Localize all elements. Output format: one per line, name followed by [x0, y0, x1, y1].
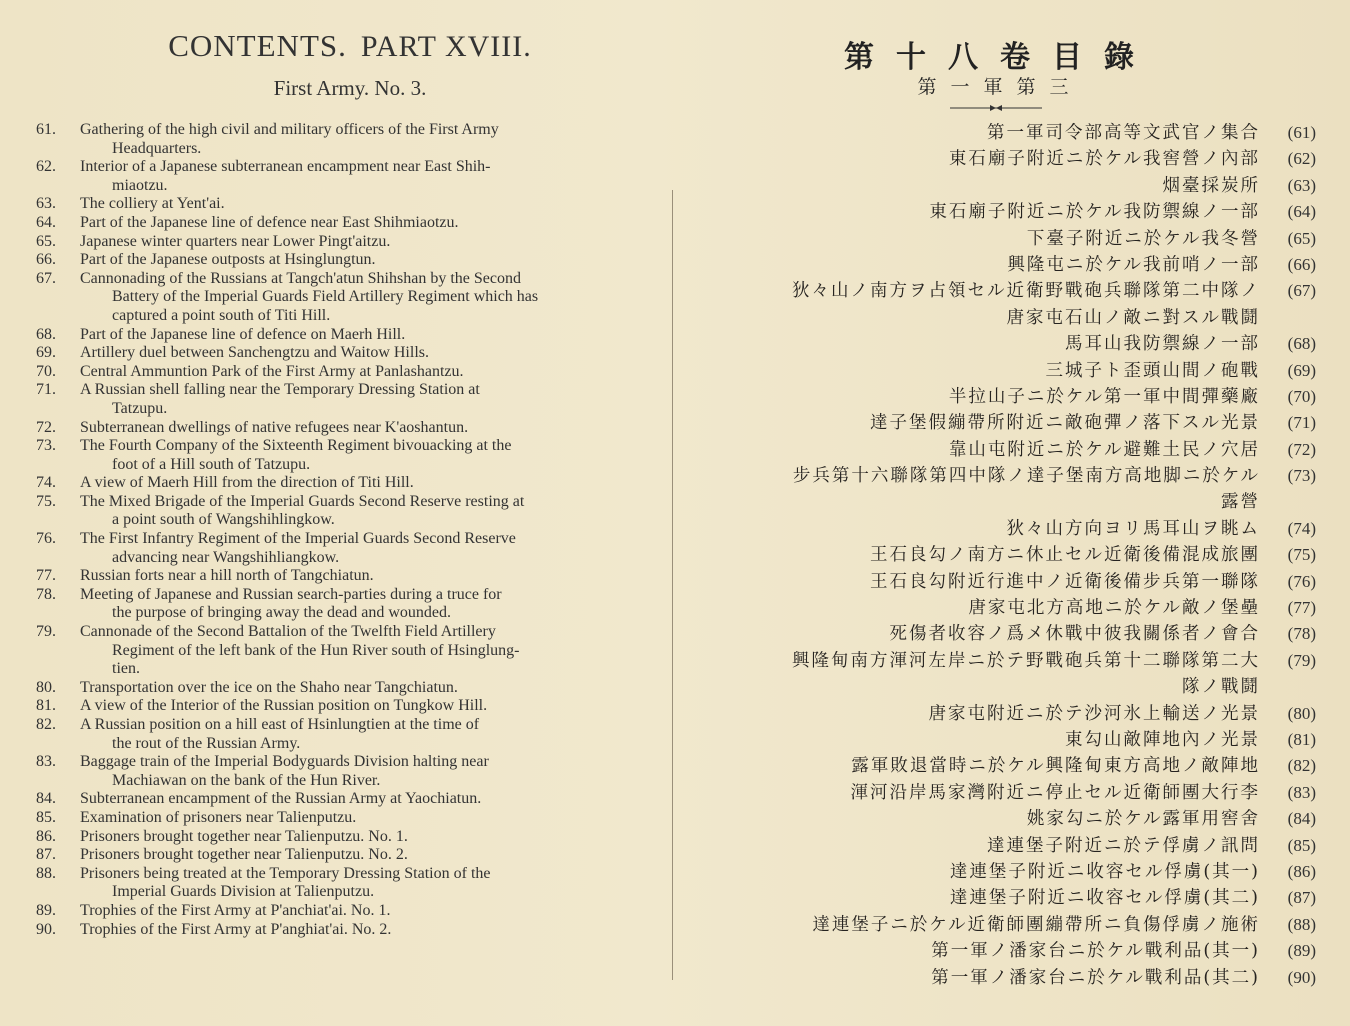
- japanese-entry-number: (90): [1287, 967, 1316, 987]
- entry-number: 84.: [36, 790, 56, 808]
- contents-entry: [36, 326, 656, 345]
- part-heading: PART XVIII.: [360, 30, 532, 63]
- japanese-entry: [680, 489, 1316, 515]
- japanese-entry: [680, 331, 1316, 357]
- entry-title: A Russian position on a hill east of Hsinlungtien at the time of: [80, 716, 480, 733]
- entry-title: A view of the Interior of the Russian position on Tungkow Hill.: [80, 697, 488, 715]
- japanese-entry-title: 達連堡子ニ於ケル近衛師團繃帶所ニ負傷俘虜ノ施術: [812, 914, 1260, 935]
- japanese-entry-number: (80): [1287, 703, 1316, 723]
- japanese-entry-number: (73): [1287, 466, 1316, 486]
- japanese-entry-number: (81): [1287, 729, 1316, 749]
- japanese-entry: [680, 859, 1316, 885]
- japanese-entry-number: (78): [1287, 624, 1316, 644]
- entry-title: The Fourth Company of the Sixteenth Regiment bivouacking at the: [80, 437, 512, 455]
- entry-title: Examination of prisoners near Talienputzu.: [80, 808, 357, 826]
- japanese-entry: [680, 701, 1316, 727]
- entry-number: 67.: [36, 269, 56, 287]
- entry-title: Gathering of the high civil and military officers of the First Army: [80, 121, 499, 138]
- contents-entry: [36, 921, 656, 940]
- japanese-entry: [680, 278, 1316, 304]
- japanese-entry-number: (84): [1287, 809, 1316, 829]
- entry-title: Part of the Japanese line of defence near East Shihmiaotzu.: [80, 213, 459, 231]
- entry-title-continued: the rout of the Russian Army.: [112, 734, 301, 752]
- japanese-entry-title: 馬耳山我防禦線ノ一部: [1065, 334, 1260, 355]
- contents-entry: [36, 697, 656, 716]
- entry-number-blank: [36, 883, 80, 902]
- japanese-entry-title: 半拉山子ニ於ケル第一軍中間彈藥廠: [948, 386, 1260, 407]
- entry-number: 66.: [36, 251, 56, 269]
- entry-title: Artillery duel between Sanchengtzu and Waitow Hills.: [80, 344, 429, 362]
- entry-title: Cannonading of the Russians at Tangch'atun Shihshan by the Second: [80, 269, 521, 287]
- entry-title: Russian forts near a hill north of Tangchiatun.: [80, 567, 374, 585]
- entry-number: 77.: [36, 567, 56, 585]
- japanese-entry-title: 渾河沿岸馬家灣附近ニ停止セル近衛師團大行李: [850, 782, 1260, 803]
- japanese-entry-title: 露軍敗退當時ニ於ケル興隆甸東方高地ノ敵陣地: [851, 756, 1260, 777]
- entry-title: A Russian shell falling near the Temporary Dressing Station at: [80, 381, 480, 399]
- entry-number: 80.: [36, 678, 56, 696]
- japanese-entry: [680, 410, 1316, 436]
- entry-title-continued: Imperial Guards Division at Talienputzu.: [112, 883, 375, 901]
- entry-number: 62.: [36, 158, 56, 176]
- japanese-entry: [680, 199, 1316, 225]
- column-divider: [672, 190, 673, 980]
- entry-title: The Mixed Brigade of the Imperial Guards Second Reserve resting at: [80, 492, 525, 510]
- entry-title-continued: Machiawan on the bank of the Hun River.: [112, 771, 381, 789]
- entry-number: 78.: [36, 585, 56, 603]
- entry-title-continued: advancing near Wangshihliangkow.: [112, 548, 340, 566]
- ornament-rule-icon: [950, 103, 1042, 113]
- contents-entry: [36, 865, 656, 884]
- japanese-entry: [680, 833, 1316, 859]
- entry-number: 69.: [36, 344, 56, 362]
- entry-title-continued: miaotzu.: [112, 176, 168, 194]
- entry-title-continued: the purpose of bringing away the dead and wounded.: [112, 604, 452, 622]
- entry-title: Central Ammuntion Park of the First Army at Panlashantzu.: [80, 362, 464, 380]
- entry-title: Subterranean dwellings of native refugees near K'aoshantun.: [80, 418, 469, 436]
- entry-title-continued: Headquarters.: [112, 139, 202, 157]
- japanese-entry: [680, 727, 1316, 753]
- entry-number-blank: [36, 140, 80, 159]
- entry-number: 88.: [36, 864, 56, 882]
- entry-number-blank: [36, 660, 80, 679]
- entry-number: 70.: [36, 362, 56, 380]
- japanese-entry: [680, 173, 1316, 199]
- japanese-entry: [680, 463, 1316, 489]
- entry-number-blank: [36, 456, 80, 475]
- entry-number-blank: [36, 288, 80, 307]
- contents-entry: [36, 437, 656, 456]
- japanese-entry-number: (66): [1287, 254, 1316, 274]
- japanese-entry: [680, 569, 1316, 595]
- japanese-entry: [680, 437, 1316, 463]
- entry-number: 83.: [36, 753, 56, 771]
- entry-number: 85.: [36, 808, 56, 826]
- japanese-entry-title: 死傷者收容ノ爲メ休戰中彼我關係者ノ會合: [889, 624, 1260, 645]
- japanese-entry-title: 烟臺採炭所: [1162, 175, 1260, 196]
- entry-number: 65.: [36, 232, 56, 250]
- contents-entry: [36, 233, 656, 252]
- japanese-entry-title: 東石廟子附近ニ於ケル我窖營ノ內部: [948, 149, 1260, 170]
- entry-number: 75.: [36, 492, 56, 510]
- japanese-entry: [680, 965, 1316, 991]
- japanese-entry-title: 第一軍ノ潘家台ニ於ケル戰利品(其二): [931, 967, 1260, 988]
- japanese-entry-title: 靠山屯附近ニ於ケル避難土民ノ穴居: [948, 439, 1260, 460]
- japanese-entry-title: 興隆屯ニ於ケル我前哨ノ一部: [1007, 254, 1260, 275]
- contents-entry-continued: [36, 307, 656, 326]
- contents-entry: [36, 344, 656, 363]
- japanese-entry-title: 唐家屯石山ノ敵ニ對スル戰鬪: [1006, 307, 1260, 328]
- japanese-entry: [680, 146, 1316, 172]
- entry-number: 61.: [36, 121, 56, 138]
- japanese-entry: [680, 648, 1316, 674]
- contents-entry-continued: [36, 642, 656, 661]
- japanese-entry: [680, 753, 1316, 779]
- entry-number-blank: [36, 642, 80, 661]
- entry-number: 90.: [36, 920, 56, 938]
- japanese-entry-number: (68): [1287, 334, 1316, 354]
- entry-title: Meeting of Japanese and Russian search-parties during a truce for: [80, 585, 502, 603]
- japanese-entry-title: 第一軍ノ潘家台ニ於ケル戰利品(其一): [931, 941, 1260, 962]
- japanese-entry-number: (82): [1287, 756, 1316, 776]
- english-subtitle: First Army. No. 3.: [273, 76, 427, 100]
- contents-entry-continued: [36, 660, 656, 679]
- entry-title-continued: Regiment of the left bank of the Hun River south of Hsinglung-: [112, 641, 520, 659]
- japanese-entry: [680, 595, 1316, 621]
- japanese-entry-title: 唐家屯附近ニ於テ沙河氷上輸送ノ光景: [928, 703, 1260, 724]
- japanese-entry-number: (72): [1287, 439, 1316, 459]
- japanese-entry-title: 狄々山方向ヨリ馬耳山ヲ眺ム: [1006, 518, 1260, 539]
- contents-entry-continued: [36, 456, 656, 475]
- entry-number: 76.: [36, 530, 56, 548]
- contents-entry: [36, 363, 656, 382]
- japanese-entry-number: (65): [1287, 228, 1316, 248]
- japanese-entry-number: (67): [1287, 281, 1316, 301]
- japanese-entry: [680, 912, 1316, 938]
- japanese-title: 第十八卷目錄: [844, 40, 1156, 75]
- entry-number: 73.: [36, 437, 56, 455]
- contents-entry: [36, 121, 656, 140]
- entry-number-blank: [36, 772, 80, 791]
- japanese-entry-title: 王石良勾ノ南方ニ休止セル近衛後備混成旅團: [870, 545, 1260, 566]
- japanese-entry-number: (70): [1287, 386, 1316, 406]
- contents-entry: [36, 828, 656, 847]
- entry-title-continued: Battery of the Imperial Guards Field Artillery Regiment which has: [112, 288, 539, 306]
- entry-title: Part of the Japanese line of defence on Maerh Hill.: [80, 325, 406, 343]
- japanese-entry-title: 達連堡子附近ニ收容セル俘虜(其二): [949, 888, 1260, 909]
- english-title: [40, 28, 660, 64]
- contents-entry: [36, 381, 656, 400]
- contents-entry: [36, 790, 656, 809]
- entry-title-continued: foot of a Hill south of Tatzupu.: [112, 455, 311, 473]
- entry-number-blank: [36, 307, 80, 326]
- entry-number: 68.: [36, 325, 56, 343]
- japanese-entry-title: 下臺子附近ニ於ケル我冬營: [1026, 228, 1260, 249]
- entry-title: Prisoners brought together near Talienputzu. No. 2.: [80, 846, 408, 864]
- entry-number: 71.: [36, 381, 56, 399]
- entry-number: 63.: [36, 195, 56, 213]
- entry-number: 64.: [36, 213, 56, 231]
- entry-title: Japanese winter quarters near Lower Pingt'aitzu.: [80, 232, 391, 250]
- japanese-entry: [680, 226, 1316, 252]
- contents-entry-continued: [36, 604, 656, 623]
- contents-entry-continued: [36, 883, 656, 902]
- japanese-contents-list: [680, 120, 1316, 991]
- japanese-entry: [680, 516, 1316, 542]
- entry-title: Trophies of the First Army at P'anghiat'ai. No. 2.: [80, 920, 392, 938]
- entry-number: 72.: [36, 418, 56, 436]
- entry-title: Baggage train of the Imperial Bodyguards Division halting near: [80, 753, 489, 771]
- japanese-entry-number: (88): [1287, 914, 1316, 934]
- contents-entry: [36, 214, 656, 233]
- entry-number: 89.: [36, 901, 56, 919]
- entry-number: 79.: [36, 623, 56, 641]
- entry-title-continued: a point south of Wangshihlingkow.: [112, 511, 335, 529]
- japanese-entry-number: (75): [1287, 545, 1316, 565]
- contents-entry: [36, 158, 656, 177]
- japanese-entry-title: 第一軍司令部高等文武官ノ集合: [987, 123, 1260, 143]
- japanese-entry-number: (69): [1287, 360, 1316, 380]
- entry-title: A view of Maerh Hill from the direction of Titi Hill.: [80, 474, 414, 492]
- japanese-entry-title: 東勾山敵陣地內ノ光景: [1065, 729, 1260, 750]
- contents-entry: [36, 809, 656, 828]
- contents-entry: [36, 586, 656, 605]
- japanese-entry: [680, 252, 1316, 278]
- entry-number-blank: [36, 549, 80, 568]
- japanese-entry: [680, 621, 1316, 647]
- japanese-entry: [680, 120, 1316, 146]
- japanese-entry-number: (61): [1287, 123, 1316, 142]
- japanese-entry: [680, 384, 1316, 410]
- contents-entry: [36, 567, 656, 586]
- japanese-entry-number: (83): [1287, 782, 1316, 802]
- contents-entry: [36, 251, 656, 270]
- japanese-entry-title: 達子堡假繃帶所附近ニ敵砲彈ノ落下スル光景: [870, 413, 1260, 434]
- japanese-entry-title: 三城子ト歪頭山間ノ砲戰: [1045, 360, 1260, 381]
- contents-entry-continued: [36, 511, 656, 530]
- contents-entry: [36, 530, 656, 549]
- contents-entry: [36, 753, 656, 772]
- entry-title: Prisoners brought together near Talienputzu. No. 1.: [80, 827, 408, 845]
- japanese-entry-title: 達連堡子附近ニ收容セル俘虜(其一): [949, 861, 1260, 882]
- japanese-entry: [680, 780, 1316, 806]
- entry-title-continued: tien.: [112, 660, 140, 678]
- contents-entry: [36, 270, 656, 289]
- japanese-entry-number: (76): [1287, 571, 1316, 591]
- contents-entry: [36, 493, 656, 512]
- japanese-entry-title: 達連堡子附近ニ於テ俘虜ノ訊問: [987, 835, 1260, 856]
- japanese-entry-number: (89): [1287, 941, 1316, 961]
- contents-entry-continued: [36, 140, 656, 159]
- japanese-entry-title: 步兵第十六聯隊第四中隊ノ達子堡南方高地脚ニ於ケル: [792, 466, 1260, 487]
- entry-title: Interior of a Japanese subterranean encampment near East Shih-: [80, 158, 491, 176]
- contents-entry: [36, 679, 656, 698]
- japanese-entry-number: (62): [1287, 149, 1316, 169]
- japanese-entry-number: (71): [1287, 413, 1316, 433]
- japanese-entry: [680, 542, 1316, 568]
- japanese-entry-number: (79): [1287, 650, 1316, 670]
- japanese-entry: [680, 885, 1316, 911]
- contents-entry-continued: [36, 288, 656, 307]
- entry-title-continued: captured a point south of Titi Hill.: [112, 306, 331, 324]
- entry-number-blank: [36, 400, 80, 419]
- entry-title: Transportation over the ice on the Shaho near Tangchiatun.: [80, 678, 458, 696]
- entry-number-blank: [36, 604, 80, 623]
- contents-entry-continued: [36, 735, 656, 754]
- entry-title: Trophies of the First Army at P'anchiat'ai. No. 1.: [80, 901, 391, 919]
- entry-number-blank: [36, 735, 80, 754]
- contents-entry: [36, 419, 656, 438]
- contents-entry-continued: [36, 549, 656, 568]
- entry-number: 87.: [36, 846, 56, 864]
- japanese-entry: [680, 806, 1316, 832]
- japanese-entry-title: 王石良勾附近行進中ノ近衛後備步兵第一聯隊: [870, 571, 1260, 592]
- contents-entry-continued: [36, 772, 656, 791]
- contents-entry: [36, 623, 656, 642]
- japanese-entry: [680, 358, 1316, 384]
- entry-number-blank: [36, 511, 80, 530]
- contents-entry: [36, 474, 656, 493]
- entry-title: Subterranean encampment of the Russian Army at Yaochiatun.: [80, 790, 482, 808]
- japanese-entry-number: (85): [1287, 835, 1316, 855]
- japanese-entry: [680, 305, 1316, 331]
- contents-entry-continued: [36, 177, 656, 196]
- entry-title: The colliery at Yent'ai.: [80, 195, 225, 213]
- japanese-entry-number: (77): [1287, 598, 1316, 618]
- japanese-entry-number: (86): [1287, 861, 1316, 881]
- japanese-entry-title: 露營: [1221, 492, 1260, 513]
- japanese-entry-number: (74): [1287, 518, 1316, 538]
- english-contents-list: [36, 121, 656, 939]
- japanese-entry-number: (64): [1287, 202, 1316, 222]
- japanese-entry: [680, 674, 1316, 700]
- japanese-entry-number: (87): [1287, 888, 1316, 908]
- entry-number-blank: [36, 177, 80, 196]
- entry-number: 82.: [36, 716, 56, 733]
- japanese-entry-title: 東石廟子附近ニ於ケル我防禦線ノ一部: [929, 202, 1260, 223]
- contents-entry-continued: [36, 400, 656, 419]
- entry-number: 74.: [36, 474, 56, 492]
- japanese-entry-number: (63): [1287, 175, 1316, 195]
- japanese-entry-title: 狄々山ノ南方ヲ占領セル近衛野戰砲兵聯隊第二中隊ノ: [792, 281, 1260, 302]
- contents-heading: CONTENTS.: [168, 28, 347, 63]
- contents-entry: [36, 846, 656, 865]
- contents-entry: [36, 195, 656, 214]
- entry-title: Prisoners being treated at the Temporary Dressing Station of the: [80, 864, 491, 882]
- entry-number: 81.: [36, 697, 56, 715]
- entry-title: Cannonade of the Second Battalion of the Twelfth Field Artillery: [80, 623, 496, 641]
- entry-title: The First Infantry Regiment of the Imperial Guards Second Reserve: [80, 530, 516, 548]
- japanese-entry-title: 隊ノ戰鬪: [1182, 677, 1260, 698]
- japanese-entry-title: 興隆甸南方渾河左岸ニ於テ野戰砲兵第十二聯隊第二大: [792, 650, 1260, 671]
- japanese-entry-title: 姚家勾ニ於ケル露軍用窖舍: [1026, 809, 1260, 830]
- contents-entry: [36, 716, 656, 735]
- japanese-entry-title: 唐家屯北方高地ニ於ケル敵ノ堡壘: [968, 598, 1260, 619]
- entry-number: 86.: [36, 827, 56, 845]
- entry-title-continued: Tatzupu.: [112, 399, 168, 417]
- japanese-entry: [680, 938, 1316, 964]
- entry-title: Part of the Japanese outposts at Hsinglungtun.: [80, 251, 376, 269]
- japanese-subtitle: 第一軍第三: [917, 76, 1083, 98]
- contents-entry: [36, 902, 656, 921]
